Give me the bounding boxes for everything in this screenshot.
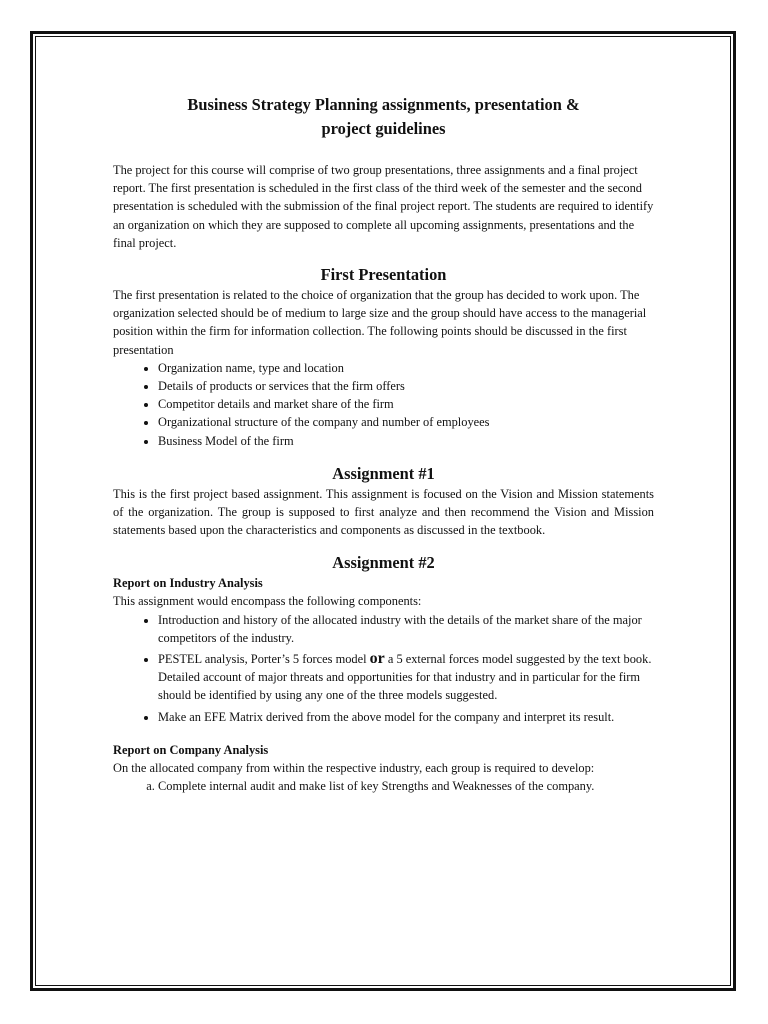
list-item: • Business Model of the firm bbox=[158, 432, 654, 450]
company-analysis-list bbox=[113, 777, 654, 795]
list-item: • Organizational structure of the company and number of employees bbox=[158, 413, 654, 431]
assignment-1-paragraph: This is the first project based assignment. This assignment is focused on the Vision and Mission statements of the organization. The group is supposed to first analyze and then recommend the Vision and Mission statements based upon the characteristics and components as discussed in the textbook. bbox=[113, 486, 654, 538]
document-title bbox=[113, 93, 654, 141]
first-presentation-heading: First Presentation bbox=[320, 265, 447, 285]
list-item: • Make an EFE Matrix derived from the above model for the company and interpret its result. bbox=[158, 708, 654, 726]
industry-analysis-intro: This assignment would encompass the following components: bbox=[113, 594, 422, 609]
document-body bbox=[113, 93, 654, 795]
list-item bbox=[158, 650, 654, 705]
industry-analysis-list bbox=[113, 611, 654, 726]
list-item: • Introduction and history of the allocated industry with the details of the market share of the major competitors of the industry. bbox=[158, 611, 654, 647]
list-item: • Competitor details and market share of the firm bbox=[158, 395, 654, 413]
assignment-2-heading: Assignment #2 bbox=[332, 553, 435, 573]
first-presentation-list bbox=[113, 359, 654, 450]
intro-paragraph: The project for this course will comprise of two group presentations, three assignments and a final project report. The first presentation is scheduled in the first class of the third week of the semester and the second presentation is scheduled with the submission of the final project report. The students are required to identify an organization on which they are supposed to complete all upcoming assignments, presentations and the final project. bbox=[113, 163, 654, 250]
list-item: a. Complete internal audit and make list of key Strengths and Weaknesses of the company. bbox=[158, 777, 654, 795]
company-analysis-heading: Report on Company Analysis bbox=[113, 742, 269, 757]
or-emphasis: or bbox=[369, 650, 385, 668]
assignment-1-heading: Assignment #1 bbox=[332, 463, 435, 483]
bullet-text: a 5 external forces model suggested by the text book. Detailed account of major threats and opportunities for that industry and in particular for the firm should be identified by using any one of the three models suggested. bbox=[158, 652, 652, 703]
industry-analysis-heading: Report on Industry Analysis bbox=[113, 576, 263, 591]
title-line-2: project guidelines bbox=[321, 119, 446, 138]
company-analysis-intro: On the allocated company from within the respective industry, each group is required to develop: bbox=[113, 760, 595, 775]
list-item: • Organization name, type and location bbox=[158, 359, 654, 377]
list-item: • Details of products or services that the firm offers bbox=[158, 377, 654, 395]
title-line-1: Business Strategy Planning assignments, presentation & bbox=[187, 95, 580, 114]
bullet-text: PESTEL analysis, Porter’s 5 forces model bbox=[158, 652, 370, 667]
first-presentation-paragraph: The first presentation is related to the choice of organization that the group has decided to work upon. The organization selected should be of medium to large size and the group should have access to the managerial position within the firm for information collection. The following points should be discussed in the first presentation bbox=[113, 288, 647, 357]
